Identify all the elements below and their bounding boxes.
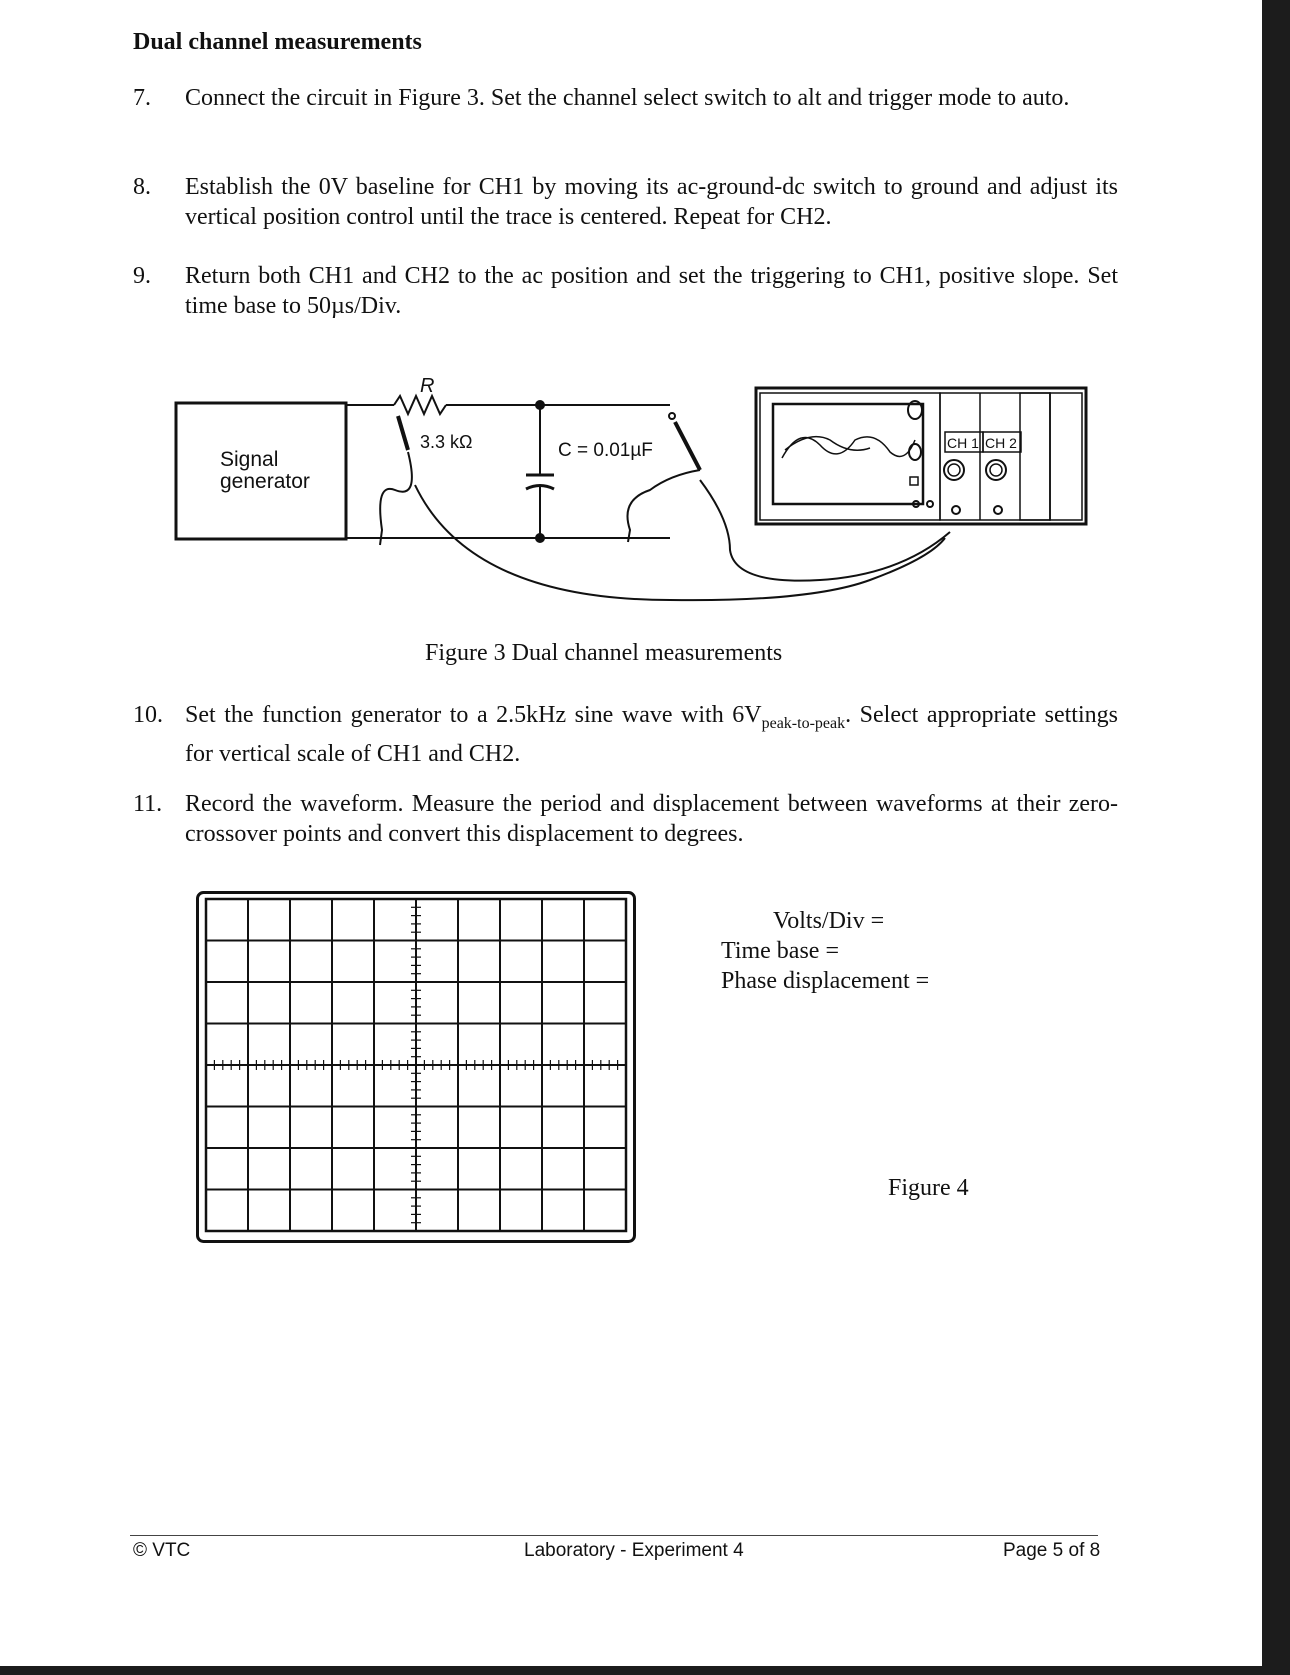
step-11 [133, 789, 1118, 849]
section-heading: Dual channel measurements [133, 29, 422, 55]
ch2-label: CH 2 [985, 435, 1017, 451]
ch2-knob-icon [986, 460, 1006, 480]
figure-3-caption: Figure 3 Dual channel measurements [425, 640, 783, 666]
step-number: 7. [133, 85, 151, 111]
right-edge-bar [1262, 0, 1290, 1675]
footer-center: Laboratory - Experiment 4 [524, 1540, 744, 1561]
signal-generator-label: Signal [220, 448, 279, 471]
measurement-fields [721, 906, 929, 996]
bottom-edge-bar [0, 1666, 1290, 1675]
step-number: 11. [133, 791, 163, 817]
step-number: 10. [133, 702, 163, 728]
step-text: Return both CH1 and CH2 to the ac position and set the triggering to CH1, positive slope. Set time base to 50µs/Div. [185, 263, 1118, 319]
volts-div-label: Volts/Div = [773, 908, 885, 934]
step-8 [133, 172, 1118, 232]
footer-left: © VTC [133, 1540, 191, 1561]
phase-displacement-label: Phase displacement = [721, 968, 930, 994]
ch1-label: CH 1 [947, 435, 979, 451]
figure-3-circuit-diagram [170, 370, 1100, 630]
ch1-knob-icon [944, 460, 964, 480]
footer-divider [130, 1535, 1098, 1536]
signal-generator-label: generator [220, 470, 310, 493]
step-text: Record the waveform. Measure the period and displacement between waveforms at their zero-crossover points and convert this displacement to degrees. [185, 791, 1118, 847]
step-number: 8. [133, 174, 151, 200]
step-10 [133, 700, 1118, 769]
resistor-value: 3.3 kΩ [420, 432, 473, 452]
figure-4-caption: Figure 4 [888, 1175, 969, 1201]
step-number: 9. [133, 263, 151, 289]
step-text: Set the function generator to a 2.5kHz sine wave with $6V_{peak-to-peak}$. Select appropriate settings for vertical scale of CH1 and CH2. [185, 702, 1118, 767]
figure-4-oscilloscope-graticule [196, 891, 636, 1243]
step-9 [133, 261, 1118, 321]
footer-right: Page 5 of 8 [1003, 1540, 1101, 1561]
resistor-symbol-label: R [420, 375, 435, 397]
step-7 [133, 83, 1118, 113]
resistor-symbol [394, 396, 446, 414]
step-text: Connect the circuit in Figure 3. Set the channel select switch to alt and trigger mode to auto. [185, 85, 1070, 111]
capacitor-value: C = 0.01µF [558, 440, 653, 461]
step-text: Establish the 0V baseline for CH1 by moving its ac-ground-dc switch to ground and adjust its vertical position control until the trace is centered. Repeat for CH2. [185, 174, 1118, 230]
time-base-label: Time base = [721, 938, 839, 964]
oscilloscope-screen [773, 404, 923, 504]
